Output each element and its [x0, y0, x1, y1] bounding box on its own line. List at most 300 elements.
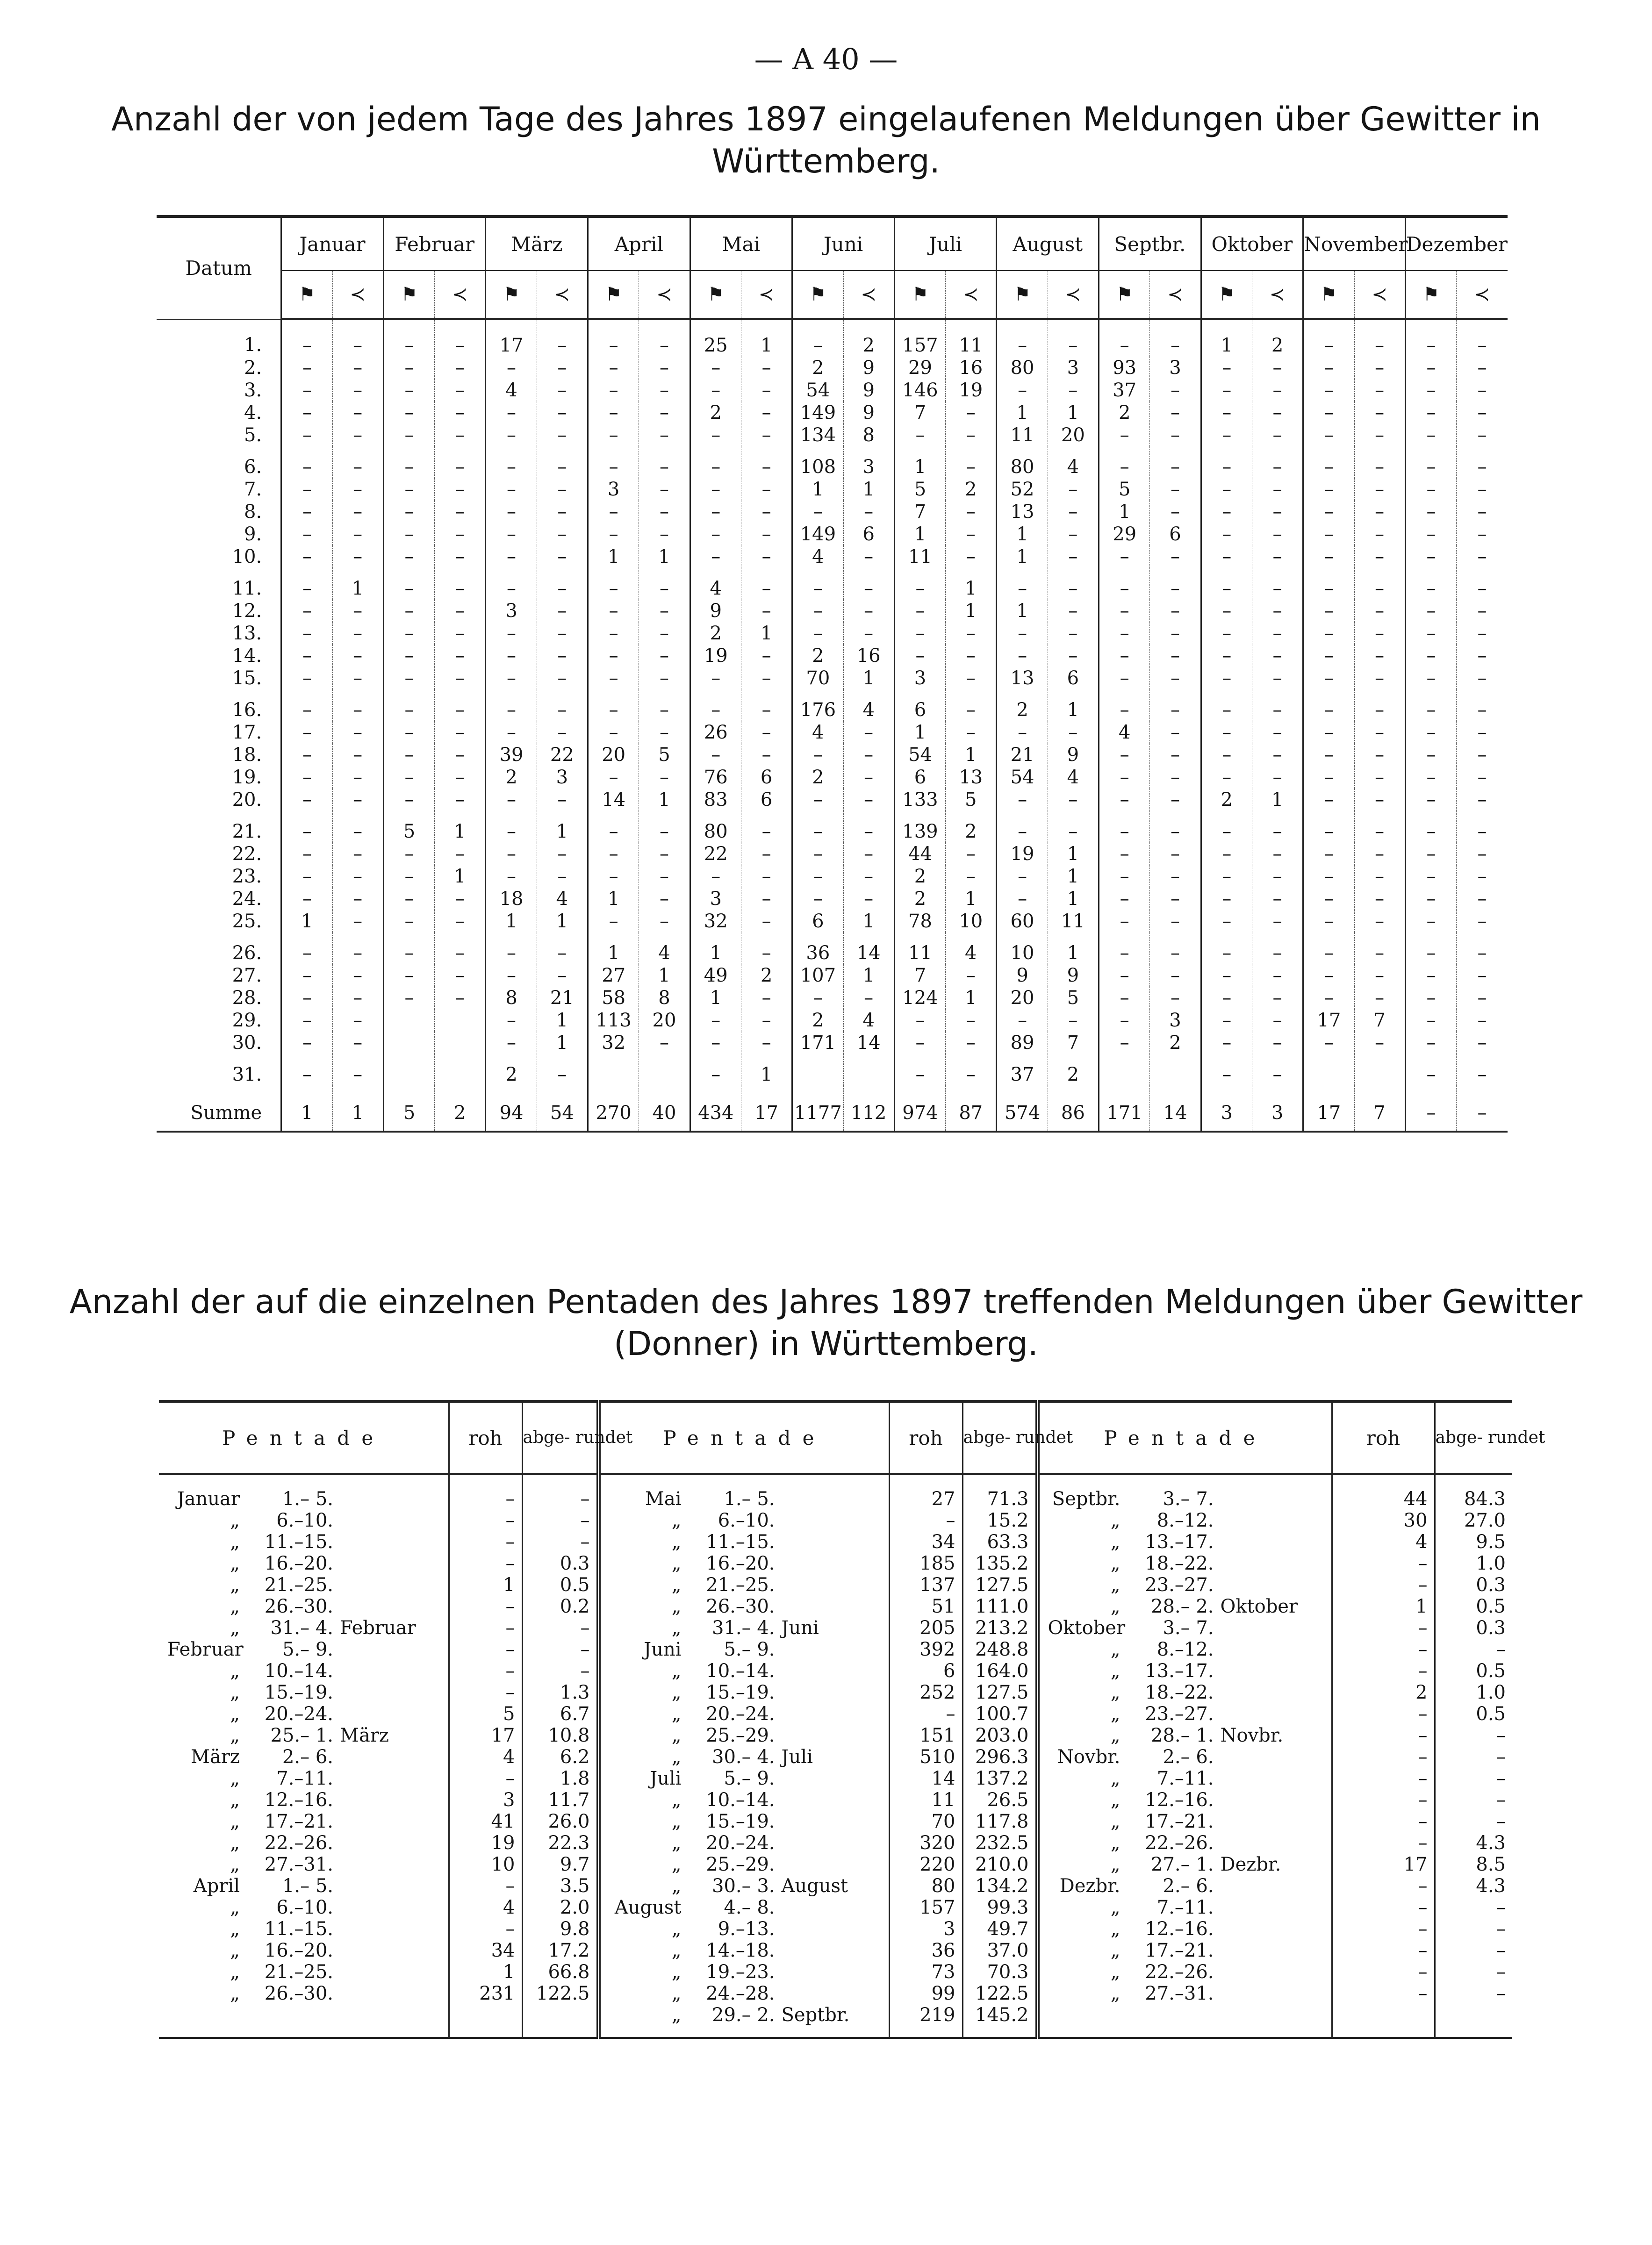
count-cell: –	[537, 622, 588, 645]
count-cell: 78	[894, 910, 945, 932]
count-cell: 1	[894, 523, 945, 545]
count-cell: –	[639, 402, 690, 424]
count-cell: –	[1405, 379, 1456, 402]
count-cell: –	[843, 545, 894, 568]
thunder-symbol: ≺	[1048, 271, 1099, 319]
next-month	[333, 1531, 340, 1553]
pentade-period	[1037, 1617, 1332, 1639]
count-cell: –	[1201, 811, 1252, 843]
count-cell: –	[1405, 910, 1456, 932]
count-cell: –	[997, 622, 1048, 645]
pentade-header-3: Pentade	[1037, 1401, 1332, 1474]
roh-value: –	[1332, 1897, 1435, 1918]
count-cell: –	[1150, 545, 1201, 568]
abgerundet-value: –	[522, 1660, 598, 1682]
count-cell: –	[1354, 888, 1405, 910]
count-cell: –	[1405, 987, 1456, 1009]
abgerundet-value: 135.2	[962, 1553, 1037, 1574]
count-cell: –	[1354, 744, 1405, 766]
day-range: 26.–30.	[264, 1596, 333, 1617]
count-cell: 13	[946, 766, 997, 789]
month-name: „	[671, 1983, 682, 2004]
count-cell: –	[588, 402, 639, 424]
count-cell: 108	[792, 446, 843, 478]
abgerundet-value: 137.2	[962, 1768, 1037, 1789]
pentade-period	[1037, 1768, 1332, 1789]
next-month	[333, 1854, 340, 1875]
month-name: „	[1110, 1703, 1120, 1725]
count-cell: –	[1457, 402, 1508, 424]
count-cell: –	[997, 379, 1048, 402]
abgerundet-value: –	[1435, 1639, 1512, 1660]
abgerundet-value	[1435, 2004, 1512, 2038]
roh-value: 17	[1332, 1854, 1435, 1875]
roh-value: 34	[449, 1940, 522, 1961]
abgerundet-value: 164.0	[962, 1660, 1037, 1682]
abgerundet-value: 1.0	[1435, 1553, 1512, 1574]
count-cell: 17	[1303, 1086, 1354, 1132]
count-cell: –	[894, 645, 945, 667]
count-cell: –	[383, 478, 434, 501]
count-cell: –	[332, 1032, 383, 1054]
count-cell: –	[690, 744, 741, 766]
count-cell: –	[383, 545, 434, 568]
day-label: 31.	[232, 1064, 262, 1085]
count-cell: –	[1201, 1054, 1252, 1086]
count-cell: –	[281, 523, 332, 545]
month-header-row	[157, 216, 1508, 271]
next-month: März	[340, 1725, 389, 1746]
count-cell: 1	[281, 1086, 332, 1132]
count-cell: –	[332, 1009, 383, 1032]
count-cell: 87	[946, 1086, 997, 1132]
count-cell: –	[1303, 645, 1354, 667]
count-cell: –	[1354, 1032, 1405, 1054]
count-cell: –	[1150, 667, 1201, 689]
roh-value: –	[449, 1596, 522, 1617]
count-cell: –	[1354, 446, 1405, 478]
count-cell: –	[741, 523, 792, 545]
count-cell: –	[383, 501, 434, 523]
count-cell: –	[1405, 789, 1456, 811]
count-cell: –	[1354, 865, 1405, 888]
pentade-period	[159, 1832, 449, 1854]
abgerundet-value: 22.3	[522, 1832, 598, 1854]
count-cell: –	[894, 1009, 945, 1032]
count-cell: –	[332, 689, 383, 721]
next-month	[1214, 1682, 1221, 1703]
count-cell: –	[1405, 932, 1456, 964]
count-cell: 25	[690, 319, 741, 357]
count-cell: –	[690, 357, 741, 379]
count-cell: –	[1252, 568, 1303, 600]
count-cell: 11	[1048, 910, 1099, 932]
roh-value: –	[449, 1531, 522, 1553]
month-name: „	[1110, 1510, 1120, 1531]
pentade-period	[159, 1617, 449, 1639]
count-cell: 32	[690, 910, 741, 932]
count-cell: –	[1457, 1054, 1508, 1086]
next-month	[1214, 1553, 1221, 1574]
count-cell: –	[486, 1009, 537, 1032]
count-cell: –	[690, 689, 741, 721]
pentade-period	[159, 1596, 449, 1617]
count-cell: –	[537, 568, 588, 600]
count-cell: –	[435, 766, 486, 789]
day-range: 22.–26.	[264, 1832, 333, 1854]
count-cell: –	[1099, 600, 1150, 622]
count-cell: 2	[792, 357, 843, 379]
count-cell: –	[639, 357, 690, 379]
count-cell: 70	[792, 667, 843, 689]
count-cell: –	[1303, 523, 1354, 545]
pentade-period	[1037, 1897, 1332, 1918]
next-month	[333, 1983, 340, 2004]
count-cell: 8	[843, 424, 894, 446]
count-cell: –	[1303, 357, 1354, 379]
roh-value: 5	[449, 1703, 522, 1725]
count-cell: 14	[588, 789, 639, 811]
count-cell: –	[435, 645, 486, 667]
pentade-period	[1037, 1746, 1332, 1768]
count-cell: –	[1405, 446, 1456, 478]
month-name: „	[230, 1940, 240, 1961]
day-range: 15.–19.	[264, 1682, 333, 1703]
count-cell: 1	[843, 910, 894, 932]
count-cell: –	[792, 568, 843, 600]
count-cell: –	[741, 357, 792, 379]
count-cell: 2	[486, 1054, 537, 1086]
count-cell: –	[1354, 645, 1405, 667]
count-cell: –	[741, 568, 792, 600]
count-cell: –	[639, 645, 690, 667]
count-cell: –	[1099, 1009, 1150, 1032]
count-cell: –	[537, 478, 588, 501]
count-cell: –	[1048, 478, 1099, 501]
count-cell: 80	[690, 811, 741, 843]
count-cell: –	[1457, 478, 1508, 501]
count-cell: –	[1405, 865, 1456, 888]
count-cell: 1	[690, 932, 741, 964]
next-month: Oktober	[1220, 1596, 1298, 1617]
month-name: „	[671, 1553, 682, 1574]
roh-value: 27	[889, 1474, 962, 1510]
day-label: Summe	[157, 1086, 281, 1132]
table-row	[157, 964, 1508, 987]
count-cell: –	[741, 402, 792, 424]
count-cell: 3	[1252, 1086, 1303, 1132]
day-range: 30.– 3.	[712, 1875, 775, 1897]
count-cell: –	[281, 446, 332, 478]
pentade-period	[1037, 1474, 1332, 1510]
month-name: „	[1110, 1596, 1120, 1617]
count-cell: –	[639, 523, 690, 545]
abgerundet-value: 8.5	[1435, 1854, 1512, 1875]
month-header: Septbr.	[1099, 216, 1201, 271]
count-cell: –	[1252, 545, 1303, 568]
count-cell: –	[946, 424, 997, 446]
roh-value: 3	[449, 1789, 522, 1811]
roh-value: –	[1332, 1703, 1435, 1725]
count-cell: –	[1405, 721, 1456, 744]
next-month: Septbr.	[781, 2004, 850, 2026]
count-cell: –	[1099, 789, 1150, 811]
roh-value: 219	[889, 2004, 962, 2038]
count-cell: –	[639, 1032, 690, 1054]
count-cell: –	[486, 424, 537, 446]
month-name: „	[671, 1682, 682, 1703]
count-cell: –	[281, 1032, 332, 1054]
count-cell: 2	[997, 689, 1048, 721]
next-month	[333, 1639, 340, 1660]
count-cell: –	[1405, 622, 1456, 645]
flag-symbol: ⚑	[894, 271, 945, 319]
count-cell: –	[946, 402, 997, 424]
table-row	[157, 689, 1508, 721]
pentade-period	[159, 1660, 449, 1682]
roh-value: –	[1332, 1940, 1435, 1961]
table-row	[159, 1510, 1512, 1531]
month-name: „	[671, 1746, 682, 1768]
count-cell: –	[281, 1054, 332, 1086]
count-cell: –	[1201, 357, 1252, 379]
pentade-period	[598, 1983, 889, 2004]
count-cell: –	[1457, 600, 1508, 622]
table-row	[157, 1009, 1508, 1032]
day-range: 1.– 5.	[724, 1488, 775, 1510]
count-cell: –	[1457, 319, 1508, 357]
count-cell: 29	[894, 357, 945, 379]
count-cell: –	[537, 446, 588, 478]
count-cell: –	[1099, 622, 1150, 645]
count-cell: –	[383, 446, 434, 478]
day-label: 19.	[232, 767, 262, 788]
next-month	[775, 1531, 782, 1553]
count-cell: –	[1457, 811, 1508, 843]
month-name: Mai	[645, 1488, 682, 1510]
pentade-period	[598, 1940, 889, 1961]
day-label: 18.	[232, 744, 262, 766]
next-month	[1214, 2004, 1221, 2026]
count-cell: –	[435, 379, 486, 402]
next-month	[775, 1639, 782, 1660]
count-cell: –	[1457, 622, 1508, 645]
pentade-period	[1037, 1961, 1332, 1983]
count-cell: 20	[997, 987, 1048, 1009]
abgerundet-value: 99.3	[962, 1897, 1037, 1918]
count-cell: 6	[894, 766, 945, 789]
count-cell: –	[843, 789, 894, 811]
count-cell: 6	[894, 689, 945, 721]
count-cell: –	[946, 545, 997, 568]
day-range: 21.–25.	[264, 1574, 333, 1596]
next-month	[333, 1897, 340, 1918]
flag-symbol: ⚑	[997, 271, 1048, 319]
count-cell: –	[1099, 568, 1150, 600]
count-cell: 7	[1354, 1086, 1405, 1132]
count-cell: –	[281, 357, 332, 379]
count-cell: –	[946, 843, 997, 865]
count-cell: –	[997, 319, 1048, 357]
count-cell: –	[843, 721, 894, 744]
count-cell: –	[1150, 964, 1201, 987]
abgerundet-value: 0.5	[1435, 1660, 1512, 1682]
count-cell: –	[1354, 932, 1405, 964]
count-cell: –	[588, 319, 639, 357]
abgerundet-value: 26.0	[522, 1811, 598, 1832]
count-cell: –	[537, 357, 588, 379]
month-name: „	[1110, 1682, 1120, 1703]
roh-value: 10	[449, 1854, 522, 1875]
count-cell: –	[332, 523, 383, 545]
count-cell: 2	[1099, 402, 1150, 424]
table-row	[157, 932, 1508, 964]
count-cell: –	[281, 478, 332, 501]
count-cell: 1	[1048, 689, 1099, 721]
count-cell: –	[1252, 932, 1303, 964]
count-cell: –	[639, 622, 690, 645]
roh-value: –	[1332, 1918, 1435, 1940]
table-row	[157, 910, 1508, 932]
pentade-period	[598, 1660, 889, 1682]
count-cell: –	[332, 501, 383, 523]
thunder-symbol: ≺	[537, 271, 588, 319]
count-cell	[383, 1054, 434, 1086]
table-row	[157, 523, 1508, 545]
roh-value: –	[449, 1660, 522, 1682]
count-cell: –	[1150, 622, 1201, 645]
count-cell: 3	[486, 600, 537, 622]
count-cell: –	[639, 766, 690, 789]
count-cell: 17	[486, 319, 537, 357]
count-cell: –	[1303, 667, 1354, 689]
count-cell: –	[690, 523, 741, 545]
count-cell: 22	[690, 843, 741, 865]
count-cell: 1	[435, 811, 486, 843]
count-cell: –	[1201, 667, 1252, 689]
month-name: „	[230, 1660, 240, 1682]
next-month	[333, 1510, 340, 1531]
day-label: 20.	[232, 789, 262, 810]
count-cell: 60	[997, 910, 1048, 932]
table-row	[159, 1596, 1512, 1617]
month-name: „	[1110, 1768, 1120, 1789]
table-row	[159, 1811, 1512, 1832]
day-range: 5.– 9.	[724, 1639, 775, 1660]
thunder-symbol: ≺	[843, 271, 894, 319]
count-cell: 171	[1099, 1086, 1150, 1132]
next-month	[1214, 1875, 1221, 1897]
count-cell: –	[435, 319, 486, 357]
count-cell: 3	[690, 888, 741, 910]
count-cell: 7	[894, 402, 945, 424]
count-cell: 10	[997, 932, 1048, 964]
count-cell: 7	[894, 501, 945, 523]
month-header: Januar	[281, 216, 384, 271]
pentade-period	[159, 1789, 449, 1811]
count-cell: 2	[792, 766, 843, 789]
count-cell: –	[1201, 964, 1252, 987]
pentade-period	[159, 1875, 449, 1897]
count-cell: –	[1150, 689, 1201, 721]
roh-value: –	[1332, 1875, 1435, 1897]
day-range: 12.–16.	[1145, 1789, 1214, 1811]
count-cell: 17	[1303, 1009, 1354, 1032]
count-cell: –	[741, 689, 792, 721]
count-cell: –	[946, 1054, 997, 1086]
count-cell: 133	[894, 789, 945, 811]
count-cell: –	[1252, 865, 1303, 888]
count-cell: –	[690, 545, 741, 568]
abgerundet-value: 213.2	[962, 1617, 1037, 1639]
next-month	[333, 1768, 340, 1789]
count-cell: –	[1201, 600, 1252, 622]
count-cell: –	[281, 424, 332, 446]
count-cell: –	[435, 402, 486, 424]
count-cell: 124	[894, 987, 945, 1009]
count-cell: –	[1252, 721, 1303, 744]
month-name: „	[1110, 1639, 1120, 1660]
count-cell: –	[1405, 424, 1456, 446]
next-month	[775, 1961, 782, 1983]
count-cell: –	[1048, 501, 1099, 523]
abgerundet-value: 145.2	[962, 2004, 1037, 2038]
count-cell: –	[894, 1054, 945, 1086]
count-cell: –	[1201, 910, 1252, 932]
thunder-symbol: ≺	[1457, 271, 1508, 319]
roh-value: –	[449, 1875, 522, 1897]
month-name: „	[230, 1617, 240, 1639]
day-range: 13.–17.	[1145, 1660, 1214, 1682]
count-cell: 11	[946, 319, 997, 357]
count-cell: –	[1252, 689, 1303, 721]
count-cell: –	[792, 811, 843, 843]
count-cell: –	[1457, 645, 1508, 667]
count-cell: –	[741, 379, 792, 402]
next-month	[775, 1682, 782, 1703]
roh-value: –	[1332, 1617, 1435, 1639]
count-cell: –	[1099, 545, 1150, 568]
pentade-period	[1037, 1854, 1332, 1875]
table-row	[157, 402, 1508, 424]
abgerundet-value: 49.7	[962, 1918, 1037, 1940]
next-month	[1214, 1961, 1221, 1983]
roh-value: 185	[889, 1553, 962, 1574]
day-range: 25.– 1.	[270, 1725, 333, 1746]
pentade-period	[598, 1768, 889, 1789]
count-cell: –	[1099, 667, 1150, 689]
count-cell: –	[1048, 545, 1099, 568]
count-cell: –	[639, 721, 690, 744]
count-cell: –	[281, 1009, 332, 1032]
day-label: 30.	[232, 1032, 262, 1054]
count-cell: –	[332, 622, 383, 645]
count-cell: –	[383, 744, 434, 766]
day-range: 10.–14.	[264, 1660, 333, 1682]
pentade-period	[159, 2004, 449, 2038]
count-cell: 14	[843, 932, 894, 964]
count-cell: 40	[639, 1086, 690, 1132]
month-name: „	[230, 1832, 240, 1854]
day-range: 20.–24.	[706, 1703, 775, 1725]
pentade-period	[598, 1574, 889, 1596]
count-cell: –	[383, 865, 434, 888]
day-range: 16.–20.	[264, 1553, 333, 1574]
table-row	[159, 1531, 1512, 1553]
month-name: „	[671, 1703, 682, 1725]
count-cell: –	[1303, 446, 1354, 478]
table-row	[157, 600, 1508, 622]
